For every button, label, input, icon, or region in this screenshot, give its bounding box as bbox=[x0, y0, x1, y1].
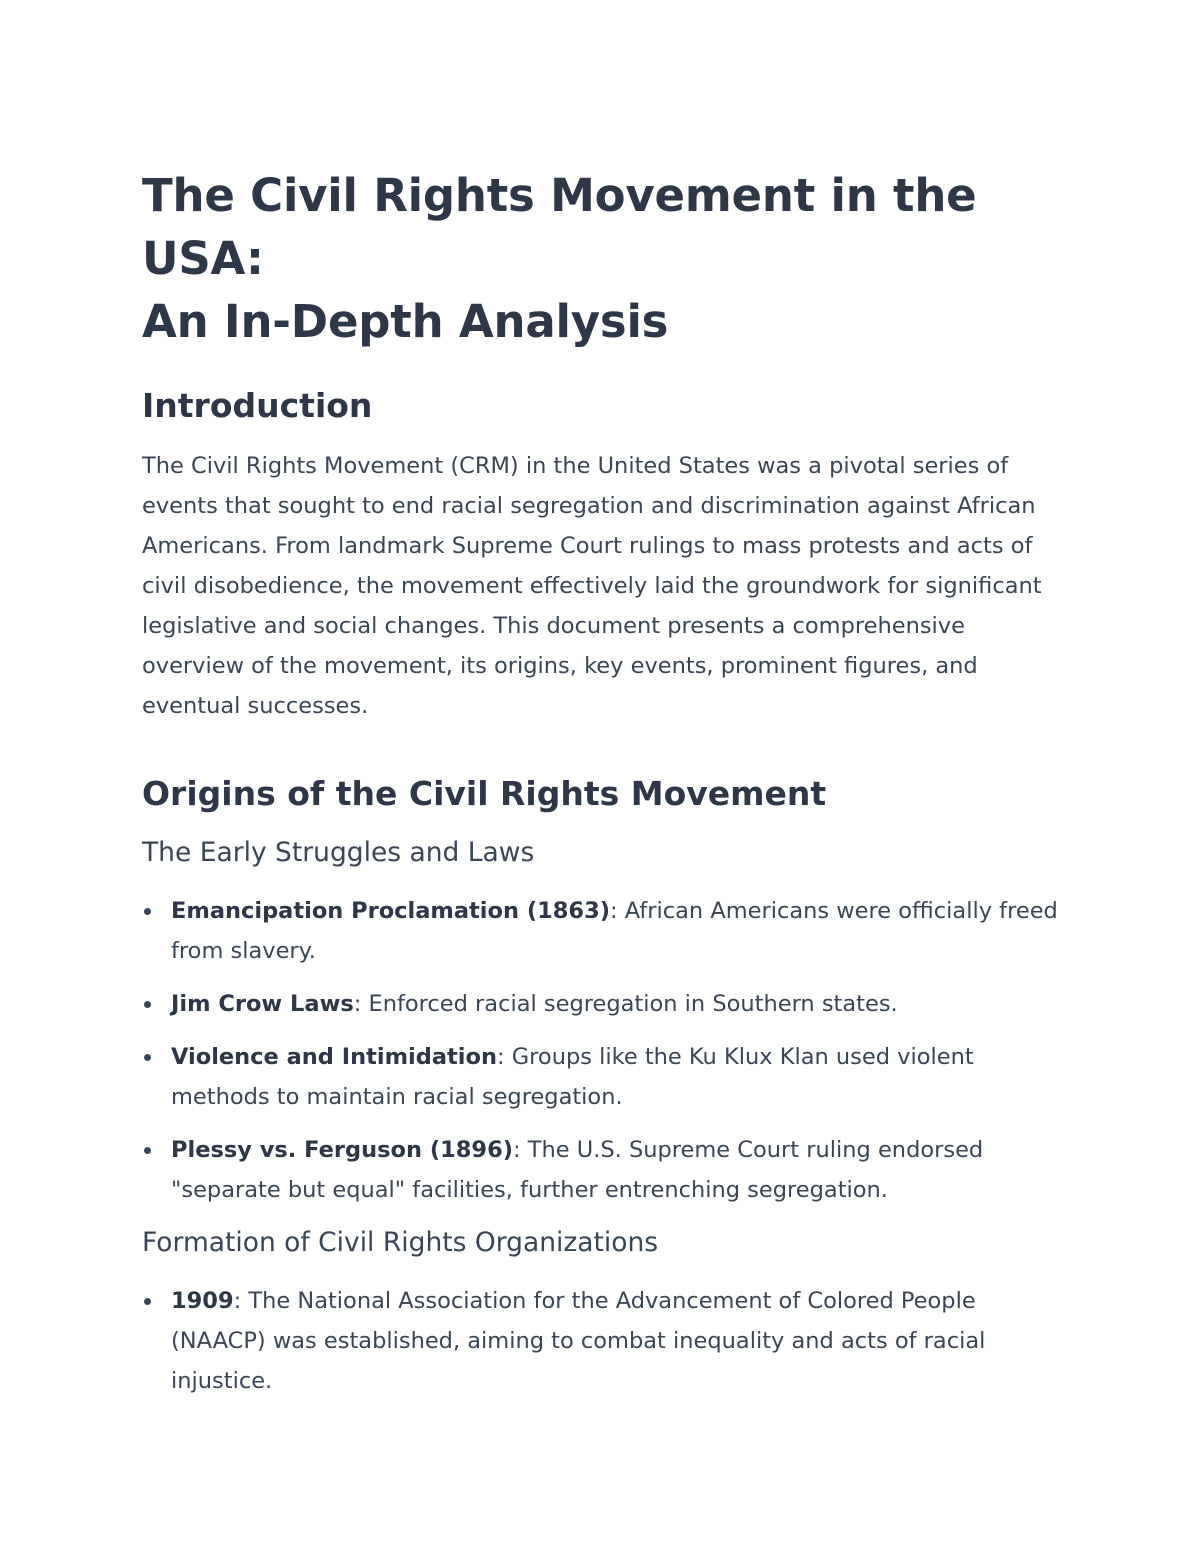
list-item bbox=[142, 891, 1067, 971]
bullet-icon bbox=[144, 908, 151, 915]
introduction-paragraph: The Civil Rights Movement (CRM) in the United States was a pivotal series of events that sought to end racial segregation and discrimination against African Americans. From landmark Supreme Court rulings to mass protests and acts of civil disobedience, the movement effectively laid the groundwork for significant legislative and social changes. This document presents a comprehensive overview of the movement, its origins, key events, prominent figures, and eventual successes. bbox=[142, 453, 1042, 719]
introduction-heading: Introduction bbox=[142, 386, 373, 425]
list-item bbox=[142, 1130, 1067, 1210]
list-item-text: : The National Association for the Advancement of Colored People (NAACP) was established, aiming to combat inequality and acts of racial injustice. bbox=[171, 1288, 986, 1394]
origins-heading: Origins of the Civil Rights Movement bbox=[142, 774, 827, 813]
bullet-icon bbox=[144, 1001, 151, 1008]
list-item-term: Violence and Intimidation bbox=[171, 1044, 497, 1070]
list-item bbox=[142, 1281, 1067, 1401]
early-struggles-list bbox=[142, 891, 1067, 1210]
bullet-icon bbox=[144, 1147, 151, 1154]
list-item-text: : Groups like the Ku Klux Klan used violent methods to maintain racial segregation. bbox=[171, 1044, 974, 1110]
list-item-text: : The U.S. Supreme Court ruling endorsed "separate but equal" facilities, further entrenching segregation. bbox=[171, 1137, 984, 1203]
organizations-list bbox=[142, 1281, 1067, 1401]
list-item-term: Plessy vs. Ferguson (1896) bbox=[171, 1137, 514, 1163]
list-item-text: : African Americans were officially freed from slavery. bbox=[171, 898, 1058, 964]
organizations-heading: Formation of Civil Rights Organizations bbox=[142, 1227, 659, 1258]
document-title bbox=[142, 164, 1067, 353]
bullet-icon bbox=[144, 1054, 151, 1061]
list-item-term: Emancipation Proclamation (1863) bbox=[171, 898, 611, 924]
title-line-2: An In-Depth Analysis bbox=[142, 295, 669, 348]
list-item-text: : Enforced racial segregation in Southern states. bbox=[353, 991, 898, 1017]
list-item bbox=[142, 1037, 1067, 1117]
document-page bbox=[142, 164, 1067, 1414]
early-struggles-heading: The Early Struggles and Laws bbox=[142, 837, 535, 868]
list-item-term: Jim Crow Laws bbox=[171, 991, 354, 1017]
title-line-1: The Civil Rights Movement in the USA: bbox=[142, 169, 977, 285]
list-item bbox=[142, 984, 1067, 1024]
list-item-term: 1909 bbox=[171, 1288, 234, 1314]
bullet-icon bbox=[144, 1298, 151, 1305]
